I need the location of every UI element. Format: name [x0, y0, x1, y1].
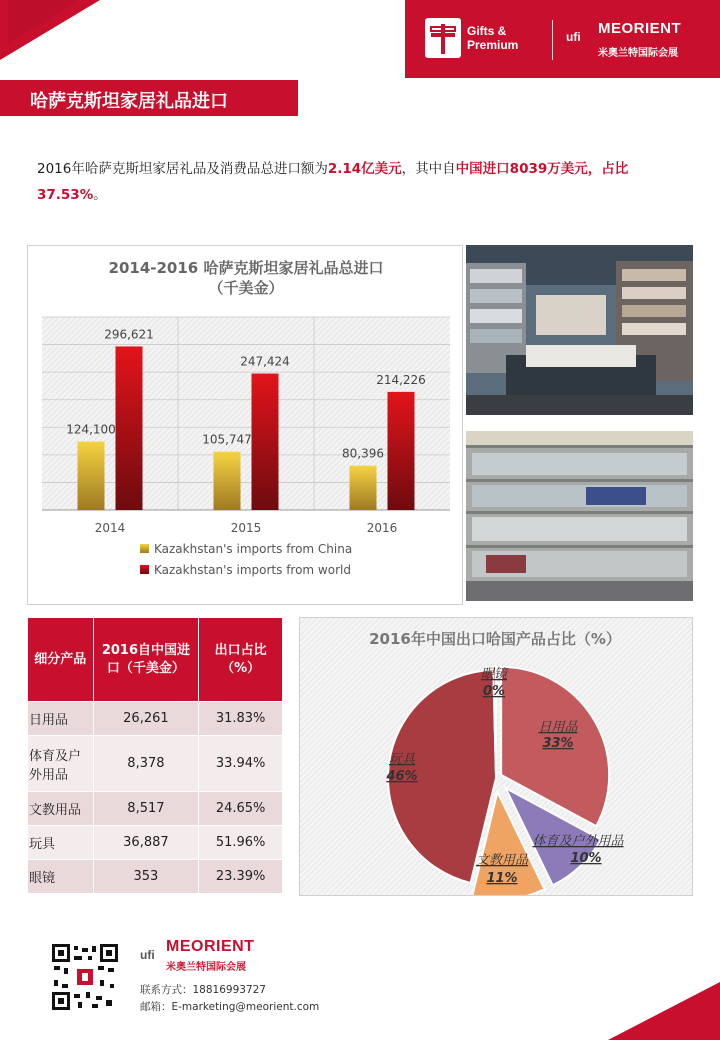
pie-chart-title: 2016年中国出口哈国产品占比（%） — [369, 630, 621, 648]
data-label: 296,621 — [104, 327, 154, 342]
table-cell-import-value: 353 — [93, 860, 199, 894]
table-header-row — [28, 618, 283, 702]
table-row — [28, 736, 283, 792]
table-header-import-value: 2016自中国进口（千美金） — [93, 618, 199, 702]
table-cell-share: 31.83% — [199, 702, 283, 736]
slice-label: 体育及户外用品 — [532, 834, 624, 849]
header-divider — [552, 20, 553, 60]
intro-text-1: 2016年哈萨克斯坦家居礼品及消费品总进口额为 — [37, 161, 328, 177]
page-title: 哈萨克斯坦家居礼品进口 — [30, 91, 228, 112]
data-label: 247,424 — [240, 354, 290, 369]
table-header-category: 细分产品 — [28, 618, 94, 702]
data-label: 124,100 — [66, 422, 116, 437]
table-cell-category: 体育及户外用品 — [28, 736, 94, 792]
qr-code — [52, 944, 118, 1010]
meorient-logo: MEORIENT — [598, 20, 682, 37]
gifts-label-line1: Gifts & — [467, 24, 507, 38]
intro-text-3: 。 — [93, 187, 107, 203]
bar-china — [78, 442, 105, 510]
corner-decoration-bottom-right — [608, 982, 720, 1040]
table-header-share: 出口占比（%） — [199, 618, 283, 702]
corner-decoration-top-left-inner — [8, 0, 80, 44]
slice-percent-label: 11% — [486, 871, 518, 886]
footer-meorient-logo: MEORIENT — [166, 938, 255, 955]
slice-percent-label: 10% — [570, 851, 602, 866]
bar-chart-panel — [27, 245, 463, 605]
intro-highlight-china: 中国进口8039万美元，占比37.53% — [37, 161, 629, 203]
intro-paragraph — [37, 156, 687, 208]
pie-chart — [300, 618, 693, 896]
bar-world — [252, 374, 279, 510]
pie-chart-panel — [299, 617, 693, 896]
slice-label: 文教用品 — [475, 853, 529, 868]
table-row — [28, 826, 283, 860]
legend-swatch — [140, 544, 149, 553]
table-cell-share: 24.65% — [199, 792, 283, 826]
store-photo-home-textiles — [466, 245, 693, 415]
data-label: 105,747 — [202, 432, 252, 447]
table-cell-category: 文教用品 — [28, 792, 94, 826]
bar-china — [350, 466, 377, 510]
bar-chart-title: 2014-2016 哈萨克斯坦家居礼品总进口 — [108, 259, 384, 277]
table-cell-import-value: 8,378 — [93, 736, 199, 792]
footer-meorient-logo-cn: 米奥兰特国际会展 — [166, 962, 246, 973]
slice-percent-label: 0% — [482, 684, 506, 699]
contact-email: 邮箱：E-marketing@meorient.com — [140, 1001, 320, 1013]
bar-world — [388, 392, 415, 510]
bar-chart — [28, 246, 464, 606]
slice-label: 玩具 — [388, 752, 416, 767]
gifts-premium-logo-text — [467, 24, 518, 52]
page-title-bar — [0, 80, 298, 116]
meorient-logo-cn: 米奥兰特国际会展 — [598, 48, 678, 59]
bar-world — [116, 346, 143, 510]
contact-phone: 联系方式：18816993727 — [140, 984, 266, 996]
table-cell-category: 眼镜 — [28, 860, 94, 894]
import-detail-table — [27, 617, 283, 894]
table-row — [28, 792, 283, 826]
data-label: 214,226 — [376, 372, 426, 387]
gift-box-icon — [425, 18, 461, 58]
store-photo-glassware — [466, 431, 693, 601]
slice-label: 眼镜 — [480, 667, 508, 682]
intro-text-2: ，其中自 — [401, 161, 456, 177]
x-tick-label: 2016 — [366, 521, 398, 535]
data-label: 80,396 — [342, 446, 384, 461]
slice-percent-label: 46% — [386, 769, 418, 784]
table-cell-import-value: 26,261 — [93, 702, 199, 736]
table-cell-import-value: 36,887 — [93, 826, 199, 860]
table-cell-category: 玩具 — [28, 826, 94, 860]
slice-percent-label: 33% — [542, 736, 574, 751]
bar-chart-subtitle: （千美金） — [208, 279, 284, 297]
ufi-logo: ufi — [566, 30, 581, 44]
slice-label: 日用品 — [538, 720, 578, 735]
x-tick-label: 2015 — [230, 521, 262, 535]
table-cell-share: 33.94% — [199, 736, 283, 792]
table-cell-category: 日用品 — [28, 702, 94, 736]
x-tick-label: 2014 — [94, 521, 126, 535]
contact-info — [140, 982, 319, 1016]
gifts-label-line2: Premium — [467, 38, 519, 52]
footer-ufi-logo: ufi — [140, 948, 155, 962]
table-row — [28, 860, 283, 894]
legend-swatch — [140, 565, 149, 574]
table-cell-import-value: 8,517 — [93, 792, 199, 826]
legend-label: Kazakhstan's imports from world — [154, 563, 351, 577]
table-row — [28, 702, 283, 736]
bar-china — [214, 452, 241, 510]
table-cell-share: 23.39% — [199, 860, 283, 894]
intro-highlight-total: 2.14亿美元 — [327, 161, 402, 177]
table-cell-share: 51.96% — [199, 826, 283, 860]
legend-label: Kazakhstan's imports from China — [154, 542, 353, 556]
